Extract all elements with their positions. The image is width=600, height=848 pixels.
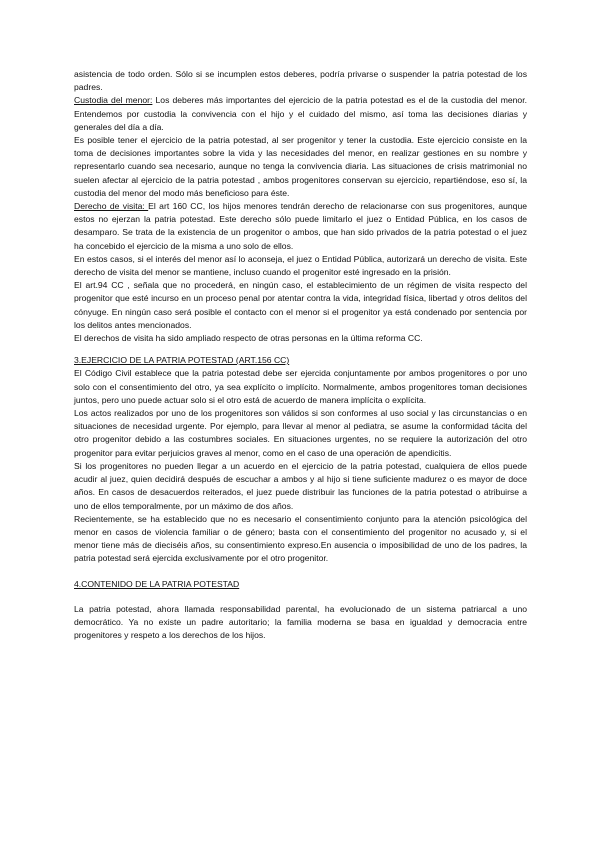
paragraph-text: En estos casos, si el interés del menor así lo aconseja, el juez o Entidad Pública, autorizará un derecho de visita. Este derecho de visita del menor se mantiene, incluso cuando el progenitor esté ingresado en la prisión. bbox=[74, 253, 527, 278]
paragraph bbox=[74, 603, 527, 643]
paragraph bbox=[74, 68, 527, 94]
paragraph bbox=[74, 253, 527, 279]
paragraph-text: Recientemente, se ha establecido que no es necesario el consentimiento conjunto para la atención psicológica del menor en casos de violencia familiar o de género; basta con el consentimiento del progenitor no acusado y, si el menor tiene más de dieciséis años, su consentimiento expreso.En ausencia o imposibilidad de uno de los padres, la patria potestad será ejercida exclusivamente por el otro progenitor. bbox=[74, 513, 527, 564]
paragraph-text: asistencia de todo orden. Sólo si se incumplen estos deberes, podría privarse o suspender la patria potestad de los padres. bbox=[74, 69, 527, 93]
paragraph bbox=[74, 279, 527, 332]
paragraph-text: El art.94 CC , señala que no procederá, en ningún caso, el establecimiento de un régimen de visita respecto del progenitor que esté incurso en un proceso penal por atentar contra la vida, integridad física, libertad y otros delitos del cónyuge. En ningún caso será posible el contacto con el menor si el progenitor ya está condenado por sentencia por los delitos antes mencionados. bbox=[74, 280, 527, 330]
section-heading: 3.EJERCICIO DE LA PATRIA POTESTAD (ART.156 CC) bbox=[74, 355, 290, 366]
paragraph-text: Si los progenitores no pueden llegar a un acuerdo en el ejercicio de la patria potestad, cualquiera de ellos puede acudir al juez, quien decidirá después de escuchar a ambos y al hijo si tiene suficiente madurez o es mayor de doce años. En casos de desacuerdos reiterados, el juez puede distribuir las funciones de la patria potestad o atribuirse a uno de ellos temporalmente, por un máximo de dos años. bbox=[74, 460, 527, 511]
paragraph-text: Los deberes más importantes del ejercicio de la patria potestad es el de la custodia del menor. Entendemos por custodia la convivencia con el hijo y el cuidado del mismo, así toma las decisiones diarias y generales del día a día. bbox=[74, 95, 527, 132]
paragraph bbox=[74, 407, 527, 460]
paragraph-text: El Código Civil establece que la patria potestad debe ser ejercida conjuntamente por ambos progenitores o por uno solo con el consentimiento del otro, ya sea explícito o implícito. Normalmente, ambos progenitores toman decisiones juntos, pero uno puede actuar solo si el otro está de acuerdo de manera implícita o explícita. bbox=[74, 368, 527, 405]
paragraph bbox=[74, 367, 527, 407]
derecho-visita-lead: Derecho de visita: bbox=[74, 201, 149, 212]
paragraph bbox=[74, 332, 527, 345]
paragraph-text: El art 160 CC, los hijos menores tendrán derecho de relacionarse con sus progenitores, aunque estos no ejerzan la patria potestad. Este derecho sólo puede limitarlo el juez o Entidad Pública, en los casos de desamparo. Se trata de la existencia de un progenitor o ambos, que han sido privados de la patria potestad o el juez ha concebido el ejercicio de la misma a uno solo de ellos. bbox=[74, 201, 527, 251]
paragraph-text: El derechos de visita ha sido ampliado respecto de otras personas en la última reforma CC. bbox=[74, 333, 423, 344]
custodia-lead: Custodia del menor: bbox=[74, 95, 153, 106]
paragraph-text: La patria potestad, ahora llamada responsabilidad parental, ha evolucionado de un sistema patriarcal a uno democrático. Ya no existe un padre autoritario; la familia moderna se basa en igualdad y democracia entre progenitores y respeto a los derechos de los hijos. bbox=[74, 603, 527, 641]
paragraph bbox=[74, 134, 527, 200]
paragraph bbox=[74, 513, 527, 566]
paragraph-text: Los actos realizados por uno de los progenitores son válidos si son conformes al uso social y las circunstancias o en situaciones de necesidad urgente. Por ejemplo, para llevar al menor al pediatra, se asume la conformidad tácita del otro progenitor debido a las costumbres sociales. En situaciones urgentes, no se requiere la autorización del otro progenitor para evitar perjuicios graves al menor, como en el caso de una operación de apendicitis. bbox=[74, 408, 527, 458]
paragraph bbox=[74, 200, 527, 253]
paragraph bbox=[74, 460, 527, 513]
section-heading: 4.CONTENIDO DE LA PATRIA POTESTAD bbox=[74, 578, 240, 589]
paragraph bbox=[74, 94, 527, 134]
paragraph-text: Es posible tener el ejercicio de la patria potestad, al ser progenitor y tener la custodia. Este ejercicio consiste en la toma de decisiones importantes sobre la vida y las necesidades del menor, en realizar gestiones en su nombre y representarlo cuando sea necesario, aunque no tenga la convivencia diaria. Las situaciones de crisis matrimonial no suelen afectar al ejercicio de la patria potestad , ambos progenitores conservan su ejercicio, repartiéndose, eso sí, la custodia del menor del modo más beneficioso para éste. bbox=[74, 135, 527, 198]
